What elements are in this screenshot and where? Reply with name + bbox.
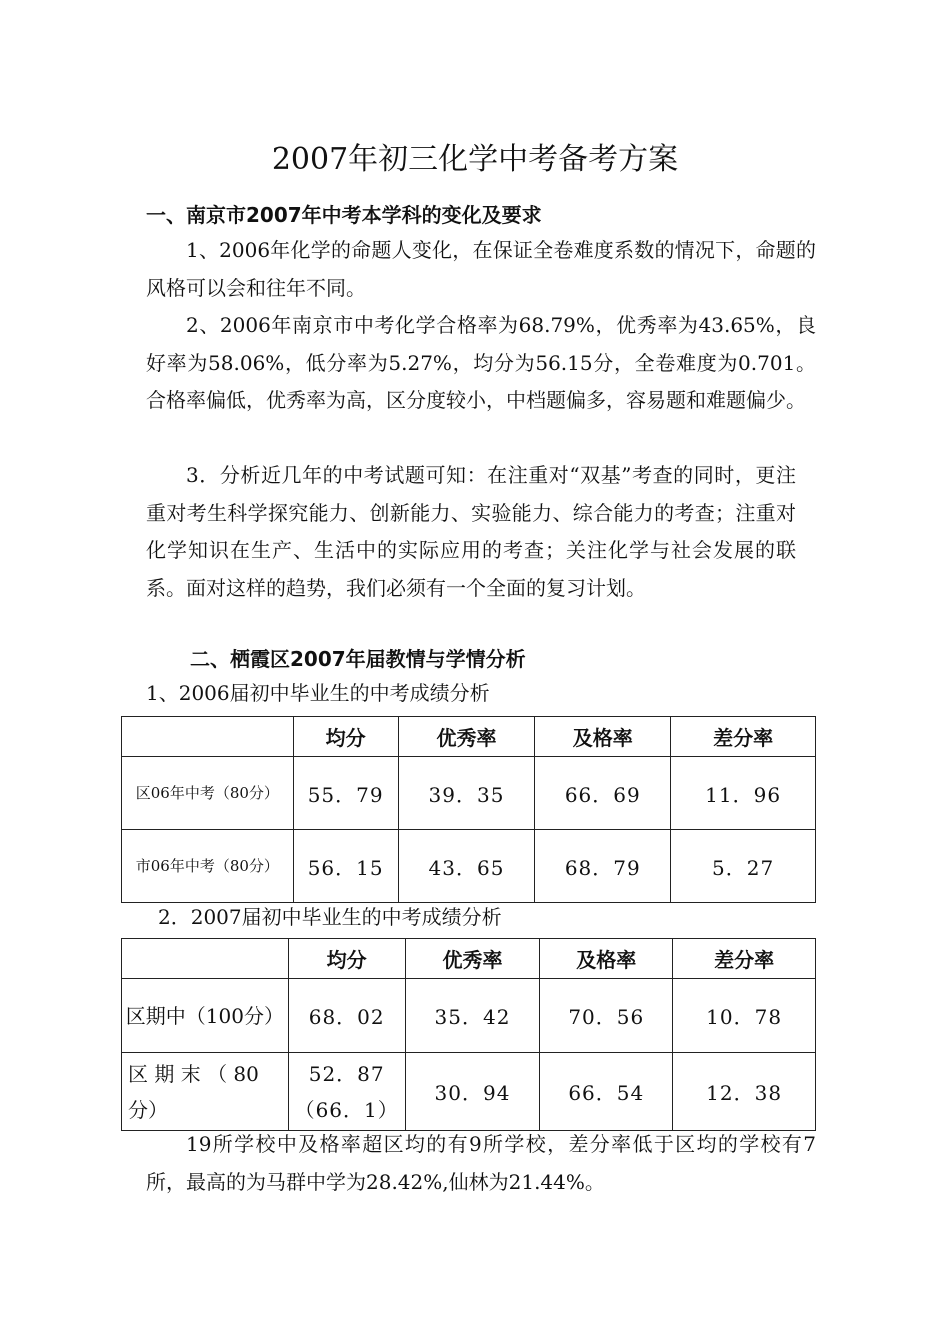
paragraph-final-text: 19所学校中及格率超区均的有9所学校，差分率低于区均的学校有7所，最高的为马群中学为28.42%,仙林为21.44%。	[146, 1132, 816, 1194]
table-2-header-average: 均分	[288, 939, 405, 979]
table-1-row-1-excellent: 39．35	[398, 757, 535, 830]
table-2-row-1-average: 68．02	[288, 979, 405, 1053]
table-2-caption: 2．2007届初中毕业生的中考成绩分析	[158, 905, 502, 929]
table-1-row-2-average: 56．15	[293, 830, 398, 903]
table-2-header-low-rate: 差分率	[673, 939, 816, 979]
document-title: 2007年初三化学中考备考方案	[271, 142, 679, 177]
section-2-heading: 二、栖霞区2007年届教情与学情分析	[190, 647, 526, 671]
paragraph-1	[146, 232, 816, 307]
table-1-row-2-label: 市06年中考（80分）	[122, 830, 294, 903]
table-1-header-excellent-rate: 优秀率	[398, 717, 535, 757]
table-2-row-1-low: 10．78	[673, 979, 816, 1053]
table-2-row-2-low: 12．38	[673, 1053, 816, 1131]
table-1-row-1-pass: 66．69	[535, 757, 671, 830]
table-2-row-2-average: 52．87（66．1）	[288, 1053, 405, 1131]
table-1-row-1-label: 区06年中考（80分）	[122, 757, 294, 830]
table-2-row-1-label: 区期中（100分）	[122, 979, 289, 1053]
table-1-caption: 1、2006届初中毕业生的中考成绩分析	[146, 681, 490, 705]
table-2-header-blank	[122, 939, 289, 979]
table-row	[122, 1053, 816, 1131]
table-row	[122, 757, 816, 830]
table-2-row-2-excellent: 30．94	[405, 1053, 540, 1131]
table-1-row-1-average: 55．79	[293, 757, 398, 830]
paragraph-2	[146, 307, 816, 420]
table-1-header-pass-rate: 及格率	[535, 717, 671, 757]
paragraph-3-text: 3．分析近几年的中考试题可知：在注重对“双基”考查的同时，更注重对考生科学探究能力、创新能力、实验能力、综合能力的考查；注重对化学知识在生产、生活中的实际应用的考查；关注化学与社会发展的联系。面对这样的趋势，我们必须有一个全面的复习计划。	[146, 463, 796, 600]
table-1-row-1-low: 11．96	[671, 757, 816, 830]
paragraph-final	[146, 1126, 816, 1201]
table-2006-results	[121, 716, 816, 903]
table-1-row-2-low: 5．27	[671, 830, 816, 903]
table-1-row-2-excellent: 43．65	[398, 830, 535, 903]
table-1-header-average: 均分	[293, 717, 398, 757]
table-row	[122, 979, 816, 1053]
table-2-header-row	[122, 939, 816, 979]
table-row	[122, 830, 816, 903]
table-1-row-2-pass: 68．79	[535, 830, 671, 903]
table-2-row-2-label: 区 期 末 （ 80 分）	[122, 1053, 289, 1131]
table-2-header-excellent-rate: 优秀率	[405, 939, 540, 979]
table-2-row-1-excellent: 35．42	[405, 979, 540, 1053]
table-1-header-row	[122, 717, 816, 757]
table-2007-results	[121, 938, 816, 1131]
table-2-row-1-pass: 70．56	[540, 979, 673, 1053]
table-1-header-low-rate: 差分率	[671, 717, 816, 757]
paragraph-3	[146, 457, 796, 607]
section-1-heading: 一、南京市2007年中考本学科的变化及要求	[146, 203, 542, 227]
table-1-header-blank	[122, 717, 294, 757]
paragraph-1-text: 1、2006年化学的命题人变化，在保证全卷难度系数的情况下，命题的风格可以会和往年不同。	[146, 238, 816, 300]
paragraph-2-text: 2、2006年南京市中考化学合格率为68.79%，优秀率为43.65%，良好率为58.06%，低分率为5.27%，均分为56.15分，全卷难度为0.701。 合格率偏低，优秀率为高，区分度较小，中档题偏多，容易题和难题偏少。	[146, 313, 816, 412]
table-2-row-2-pass: 66．54	[540, 1053, 673, 1131]
table-2-header-pass-rate: 及格率	[540, 939, 673, 979]
